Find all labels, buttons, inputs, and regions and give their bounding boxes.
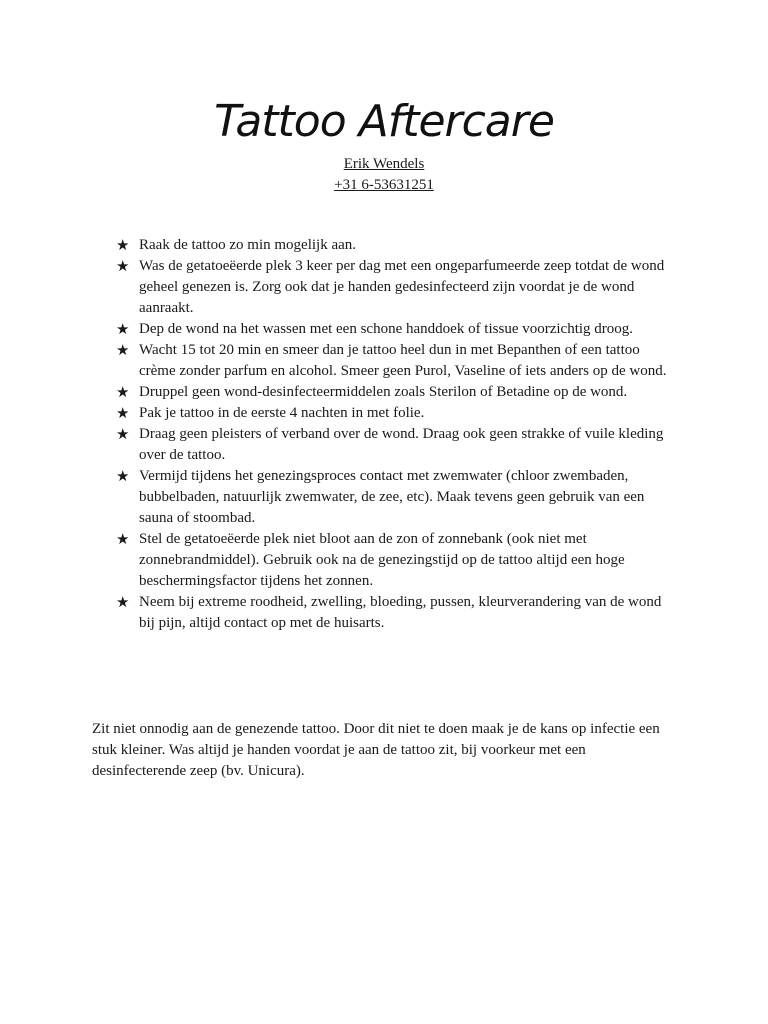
document-title: Tattoo Aftercare bbox=[214, 96, 554, 147]
author-name-link[interactable]: Erik Wendels bbox=[343, 156, 425, 172]
star-bullet-icon: ★ bbox=[116, 467, 130, 485]
list-item bbox=[116, 382, 676, 403]
star-bullet-icon: ★ bbox=[116, 257, 130, 275]
list-item-text: Druppel geen wond-desinfecteermiddelen zoals Sterilon of Betadine op de wond. bbox=[139, 384, 628, 400]
list-item-text: Was de getatoeëerde plek 3 keer per dag met een ongeparfumeerde zeep totdat de wond geheel genezen is. Zorg ook dat je handen gedesinfecteerd zijn voordat je de wond aanraakt. bbox=[139, 258, 665, 316]
star-bullet-icon: ★ bbox=[116, 593, 130, 611]
list-item-text: Wacht 15 tot 20 min en smeer dan je tattoo heel dun in met Bepanthen of een tattoo crème zonder parfum en alcohol. Smeer geen Purol, Vaseline of iets anders op de wond. bbox=[139, 342, 667, 379]
star-bullet-icon: ★ bbox=[116, 530, 130, 548]
list-item bbox=[116, 592, 676, 634]
star-bullet-icon: ★ bbox=[116, 425, 130, 443]
list-item bbox=[116, 235, 676, 256]
list-item bbox=[116, 340, 676, 382]
star-bullet-icon: ★ bbox=[116, 320, 130, 338]
contact-block bbox=[0, 154, 768, 196]
list-item bbox=[116, 529, 676, 592]
instruction-list bbox=[116, 235, 676, 634]
star-bullet-icon: ★ bbox=[116, 341, 130, 359]
star-bullet-icon: ★ bbox=[116, 404, 130, 422]
list-item-text: Draag geen pleisters of verband over de wond. Draag ook geen strakke of vuile kleding over de tattoo. bbox=[139, 426, 664, 463]
star-bullet-icon: ★ bbox=[116, 236, 130, 254]
list-item bbox=[116, 319, 676, 340]
list-item bbox=[116, 256, 676, 319]
list-item-text: Raak de tattoo zo min mogelijk aan. bbox=[139, 237, 357, 253]
closing-paragraph: Zit niet onnodig aan de genezende tattoo. Door dit niet te doen maak je de kans op infectie een stuk kleiner. Was altijd je handen voordat je aan de tattoo zit, bij voorkeur met een desinfecterende zeep (bv. Unicura). bbox=[92, 721, 660, 779]
star-bullet-icon: ★ bbox=[116, 383, 130, 401]
list-item-text: Neem bij extreme roodheid, zwelling, bloeding, pussen, kleurverandering van de wond bij pijn, altijd contact op met de huisarts. bbox=[139, 594, 662, 631]
phone-number-link[interactable]: +31 6-53631251 bbox=[334, 177, 434, 193]
list-item bbox=[116, 466, 676, 529]
list-item bbox=[116, 403, 676, 424]
list-item-text: Stel de getatoeëerde plek niet bloot aan de zon of zonnebank (ook niet met zonnebrandmiddel). Gebruik ook na de genezingstijd op de tattoo altijd een hoge beschermingsfactor tijdens het zonnen. bbox=[139, 531, 625, 589]
list-item-text: Vermijd tijdens het genezingsproces contact met zwemwater (chloor zwembaden, bubbelbaden, natuurlijk zwemwater, de zee, etc). Maak tevens geen gebruik van een sauna of stoombad. bbox=[139, 468, 645, 526]
list-item-text: Dep de wond na het wassen met een schone handdoek of tissue voorzichtig droog. bbox=[139, 321, 634, 337]
list-item-text: Pak je tattoo in de eerste 4 nachten in met folie. bbox=[139, 405, 425, 421]
list-item bbox=[116, 424, 676, 466]
